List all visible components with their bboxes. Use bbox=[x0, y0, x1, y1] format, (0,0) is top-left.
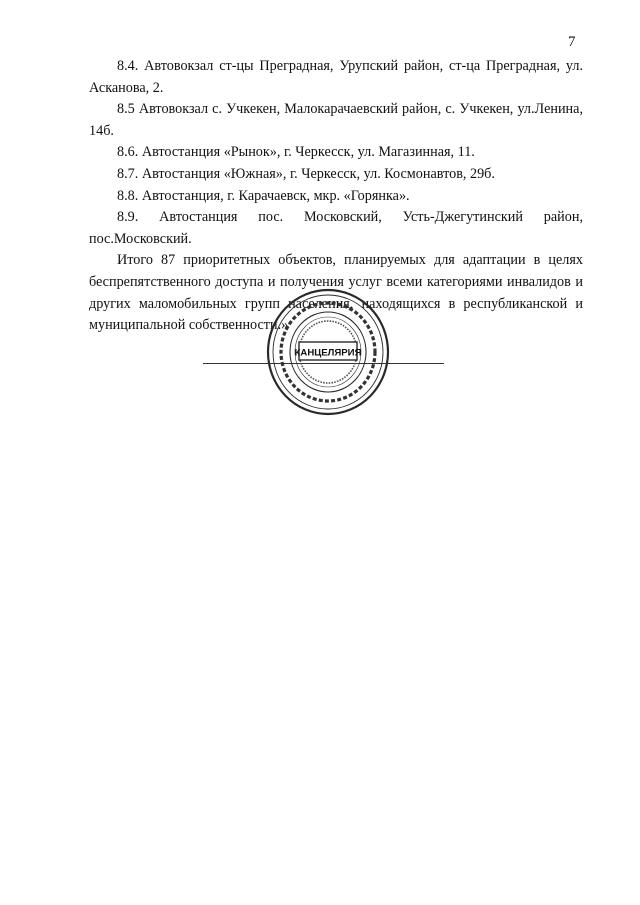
official-seal-icon bbox=[266, 288, 390, 416]
paragraph-8-8: 8.8. Автостанция, г. Карачаевск, мкр. «Горянка». bbox=[117, 187, 410, 204]
paragraph-8-9: 8.9. Автостанция пос. Московский, Усть-Джегутинский район, пос.Московский. bbox=[89, 209, 583, 247]
paragraph-8-5: 8.5 Автовокзал с. Учкекен, Малокарачаевский район, с. Учкекен, ул.Ленина, 14б. bbox=[89, 101, 583, 139]
page-number: 7 bbox=[568, 34, 576, 50]
paragraph-8-6: 8.6. Автостанция «Рынок», г. Черкесск, ул. Магазинная, 11. bbox=[117, 144, 475, 161]
paragraph-8-4: 8.4. Автовокзал ст-цы Преградная, Урупский район, ст-ца Преградная, ул. Асканова, 2. bbox=[89, 58, 583, 96]
paragraph-8-7: 8.7. Автостанция «Южная», г. Черкесск, ул. Космонавтов, 29б. bbox=[117, 165, 495, 182]
paragraph-total: Итого 87 приоритетных объектов, планируемых для адаптации в целях беспрепятственного доступа и получения услуг всеми категориями инвалидов и других маломобильных групп населения, находящихся в республиканской и муниципальной собственности.» bbox=[89, 252, 583, 334]
seal-center-text: КАНЦЕЛЯРИЯ bbox=[294, 347, 362, 359]
